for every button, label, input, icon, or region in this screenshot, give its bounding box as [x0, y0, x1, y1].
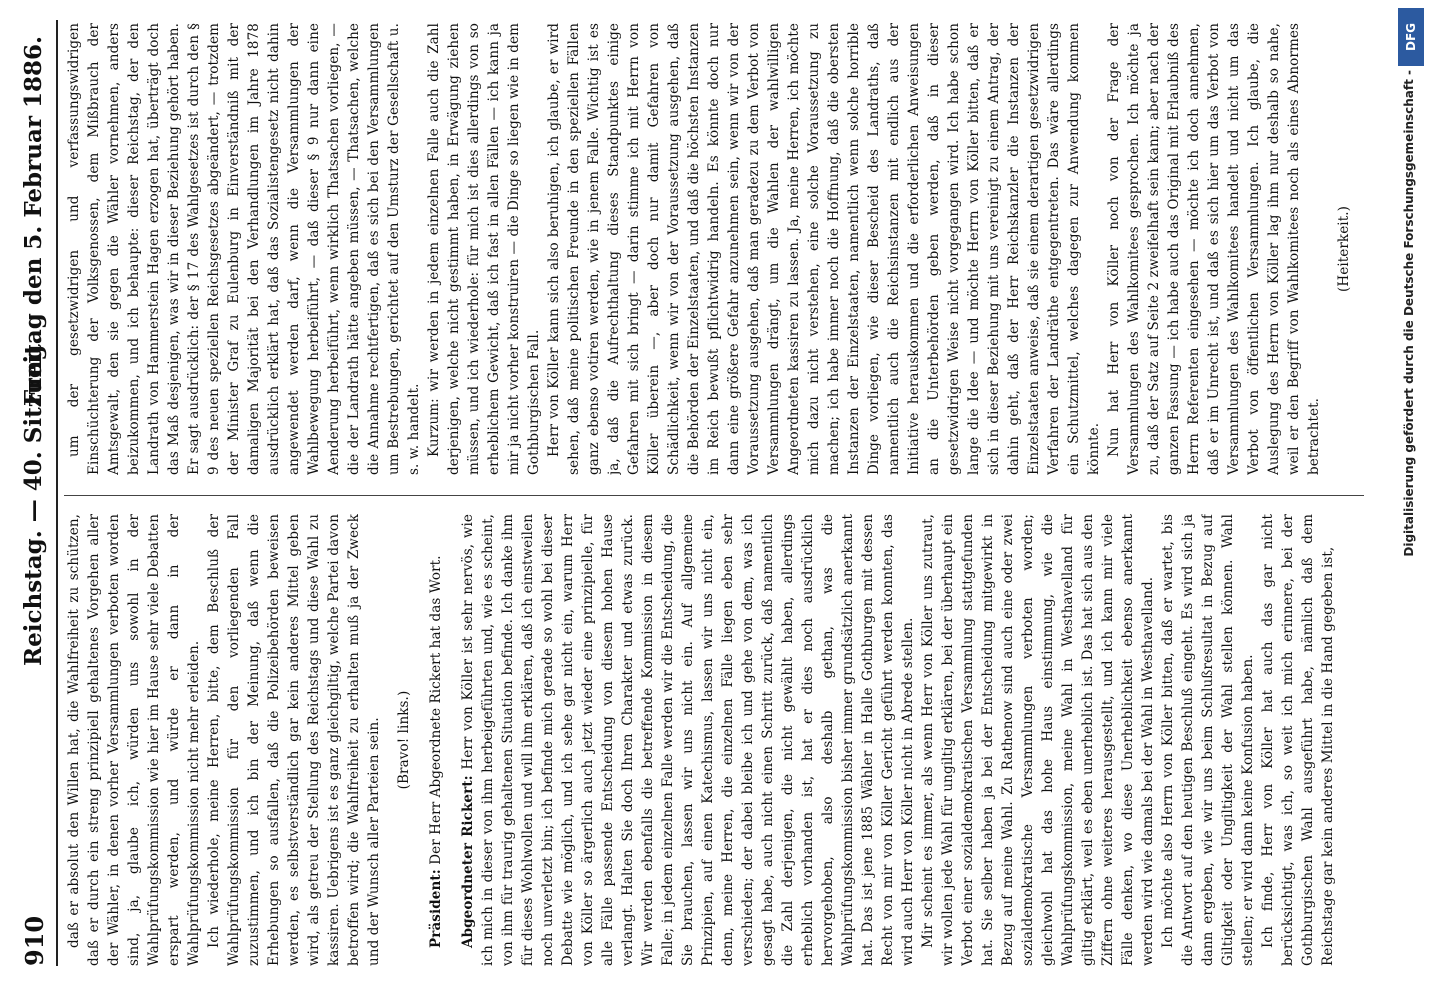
paragraph: Herr von Köller kann sich also beruhigen, ich glaube, er wird sehen, daß meine politischen Freunde in den speziellen Fällen ganz ebenso votiren werden, wie in jenem Falle. Wichtig ist es ja, daß die Aufrechthaltung dieses Standpunktes einige Gefahren mit sich bringt — darin stimme ich mit Herrn von Köller überein —, aber doch nur damit Gefahren von Schädlichkeit, wenn wir von der Voraussetzung ausgehen, daß die Behörden der Einzelstaaten, und daß die höchsten Instanzen im Reich bewußt pflichtwidrig handeln. Es könnte doch nur dann eine größere Gefahr anzunehmen sein, wenn wir von der Voraussetzung ausgehen, daß man geradezu zu dem Verbot von Versammlungen drängt, um die Wahlen der wahlwilligen Angeordneten kassiren zu lassen. Ja, meine Herren, ich möchte mich dazu nicht verstehen, eine solche Voraussetzung zu machen; ich habe immer noch die Hoffnung, daß die obersten Instanzen der Einzelstaaten, namentlich wenn solche horrible Dinge vorliegen, wie dieser Bescheid des Landraths, daß namentlich auch die Reichsinstanzen mit endlich aus der Initiative herauskommen und die erforderlichen Anweisungen an die Unterbehörden geben werden, daß in dieser gesetzwidrigen Weise nicht vorgegangen wird. Ich habe schon lange die Idee — und möchte Herrn von Köller bitten, daß er sich in dieser Beziehung mit uns vereinigt zu einem Antrag, der dahin geht, daß der Herr Reichskanzler die Instanzen der Einzelstaaten anweise, daß sie einem derartigen gesetzwidrigen Verfahren der Landräthe entgegentreten. Das wäre allerdings ein Schutzmittel, welches dagegen zur Anwendung kommen könnte.: [546, 23, 1102, 475]
left-column: [64, 514, 1364, 966]
paragraph: Kurzum: wir werden in jedem einzelnen Falle auch die Zahl derjenigen, welche nicht gestimmt haben, in Erwägung ziehen müssen, und ich wiederhole: für mich ist dies allerdings von so erheblichem Gewicht, daß ich fast in allen Fällen — ich kann ja mir ja nicht vorher konstruiren — die Dinge so liegen wie in dem Gothburgischen Fall.: [426, 23, 542, 475]
session-title: Reichstag. — 40. Sitzung.: [20, 336, 47, 666]
page-number: 910: [20, 915, 49, 966]
speaker-label: Präsident:: [428, 869, 444, 948]
dfg-logo-icon: DFG: [1398, 8, 1424, 66]
column-divider: [64, 495, 1364, 496]
paragraph: Ich wiederhole, meine Herren, bitte, dem Beschluß der Wahlprüfungskommission für den vorliegenden Fall zuzustimmen, und ich bin der Meinung, daß wenn die Erhebungen so ausfallen, daß die Polizeibehörden beweisen werden, es selbstverständlich gar kein anderes Mittel geben wird, als getreu der Stellung des Reichstags und diese Wahl zu kassiren. Uebrigens ist es ganz gleichgiltig, welche Partei davon betroffen wird; die Wahlfreiheit zu erhalten muß ja der Zweck und der Wunsch aller Parteien sein.: [206, 514, 382, 966]
laughter-note: (Heiterkeit.): [1336, 206, 1352, 292]
right-column: [64, 23, 1364, 475]
credit-text: Digitalisierung gefördert durch die Deutsche Forschungsgemeinschaft -: [1402, 70, 1416, 557]
session-date: Freitag den 5. Februar 1886.: [20, 36, 47, 407]
paragraph: Ich möchte also Herrn von Köller bitten, daß er wartet, bis die Antwort auf den heutigen Beschluß eingeht. Es wird sich ja dann ergeben, wie wir uns beim Schlußresultat in Bezug auf Giltigkeit oder Ungiltigkeit der Wahl stellen können. Wahl stellen; er wird dann keine Konfusion haben.: [1160, 514, 1256, 966]
paragraph: Mir scheint es immer, als wenn Herr von Köller uns zutraut, wir wollen jede Wahl für ungiltig erklären, bei der überhaupt ein Verbot einer sozialdemokratischen Versammlung stattgefunden hat. Sie selber haben ja bei der Entscheidung mitgewirkt in Bezug auf meine Wahl. Zu Rathenow sind auch eine oder zwei sozialdemokratische Versammlungen verboten worden; gleichwohl hat das hohe Haus einstimmung, wie die Wahlprüfungskommission, meine Wahl in Westhavelland für giltig erklärt, weil es eben unerheblich ist. Das hat sich aus den Ziffern ohne weiteres herausgestellt, und ich kann mir viele Fälle denken, wo diese Unerheblichkeit ebenso anerkannt werden wird wie damals bei der Wahl in Westhavelland.: [920, 514, 1156, 966]
paragraph: um der gesetzwidrigen und verfassungswidrigen Einschüchterung der Volksgenossen, dem Mißbrauch der Amtsgewalt, den sie gegen die Wähler vornehmen, anders beizukommen, und ich behaupte: dieser Reichstag, der den Landrath von Hammerstein Hagen erzogen hat, überträgt doch das Maß desjenigen, was wir in dieser Beziehung gehört haben. Er sagt ausdrücklich: der § 17 des Wahlgesetzes ist durch den § 9 des neuen speziellen Reichsgesetzes abgeändert, — trotzdem der Minister Graf zu Eulenburg in Einverständniß mit der damaligen Majorität bei den Verhandlungen im Jahre 1878 ausdrücklich erklärt hat, daß das Sozialistengesetz nicht dahin angewendet werden darf, wenn die Versammlungen der Wahlbewegung herbeiführt, — daß dieser § 9 nur dann eine Aenderung herbeiführt, wenn wirklich Thatsachen vorliegen, — die der Landrath hätte angeben müssen, — Thatsachen, welche die Annahme rechtfertigen, daß es sich bei den Versammlungen um Bestrebungen, gerichtet auf den Umsturz der Gesellschaft u. s. w. handelt.: [66, 23, 422, 475]
paragraph: daß er absolut den Willen hat, die Wahlfreiheit zu schützen, daß er durch ein streng prinzipiell gehaltenes Vorgehen aller der Wähler, in denen vorher Versammlungen verboten worden sind, ja, glaube ich, würden uns sowohl in der Wahlprüfungskommission wie hier im Hause sehr viele Debatten erspart werden, und würde er dann in der Wahlprüfungskommission nicht mehr erleiden.: [66, 514, 202, 966]
applause-note: (Bravo! links.): [396, 690, 412, 790]
digitization-credit: [1390, 0, 1432, 1000]
paragraph: Nun hat Herr von Köller noch von der Frage der Versammlungen des Wahlkomitees gesprochen. Ich möchte ja zu, daß der Satz auf Seite 2 zweifelhaft sein kann; aber nach der ganzen Fassung — ich habe auch das Original mit Erlaubniß des Herrn Referenten eingesehen — möchte ich doch annehmen, daß er im Unrecht ist, und daß es sich hier um das Verbot von Versammlungen des Wahlkomitees handelt und nicht um das Verbot von öffentlichen Versammlungen. Ich glaube, die Auslegung des Herrn von Köller lag ihm nur deshalb so nahe, weil er den Begriff von Wahlkomitees noch als eines Abnormes betrachtet.: [1106, 23, 1322, 475]
speech-text: Der Herr Abgeordnete Rickert hat das Wort.: [428, 555, 444, 865]
president-speech: [426, 514, 446, 966]
paragraph: Ich finde, Herr von Köller hat auch das gar nicht berücksichtigt, was ich, so weit ich mich erinnere, bei der Gothburgischen Wahl ausgeführt habe, nämlich daß dem Reichstage gar kein anderes Mittel in die Hand gegeben ist,: [1260, 514, 1336, 966]
speech-text: Herr von Köller ist sehr nervös, wie ich mich in dieser von ihm herbeigeführten und, wie es scheint, von ihm für traurig gehaltenen Situation befinde. Ich danke ihm für dieses Wohlwollen und will ihm erklären, daß ich einstweilen noch unverletzt bin; ich befinde mich gerade so wohl bei dieser Debatte wie möglich, und ich sehe gar nicht ein, warum Herr von Köller so ärgerlich auch jetzt wieder eine prinzipielle, für alle Fälle passende Entscheidung von diesem hohen Hause verlangt. Halten Sie doch Ihren Charakter und etwas zurück. Wir werden ebenfalls die betreffende Kommission in diesem Falle; in jedem einzelnen Falle werden wir die Entscheidung, die Sie brauchen, lassen wir uns nicht ein. Auf allgemeine Prinzipien, auf einen Katechismus, lassen wir uns nicht ein, denn, meine Herren, die einzelnen Fälle liegen eben sehr verschieden; der dabei bleibe ich und gehe von dem, was ich gesagt habe, auch nicht einen Schritt zurück, daß namentlich die Zahl derjenigen, die nicht gewählt haben, allerdings erheblich vorhanden ist, hat er dies noch ausdrücklich hervorgehoben, also deshalb gethan, was die Wahlprüfungskommission bisher immer grundsätzlich anerkannt hat. Das ist jene 1885 Wähler in Halle Gothburgen mit dessen Recht von mir von Köller Gericht geführt werden konnten, das wird auch Herr von Köller nicht in Abrede stellen.: [460, 514, 916, 966]
rickert-speech: [458, 514, 918, 966]
page-header: [12, 20, 58, 966]
speaker-label: Abgeordneter Rickert:: [460, 775, 476, 948]
